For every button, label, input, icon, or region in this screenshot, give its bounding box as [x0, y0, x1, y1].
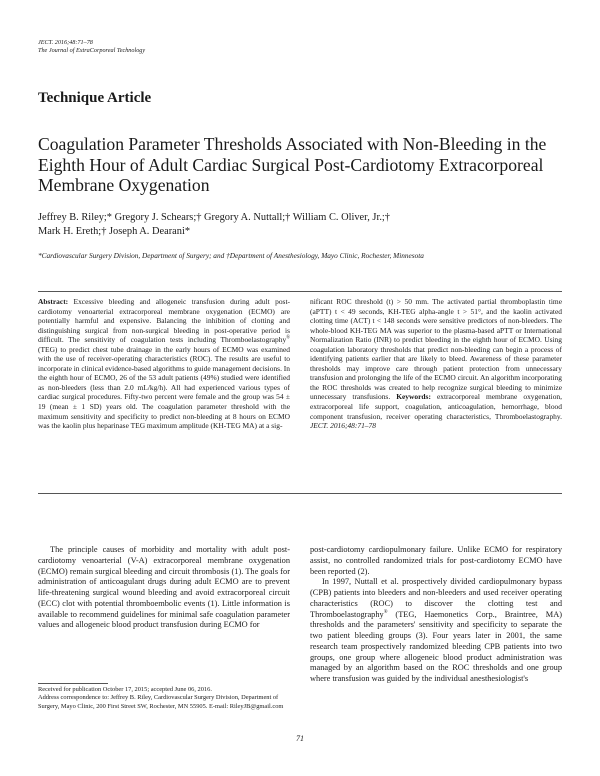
abstract-text-2: (TEG) to predict chest tube drainage in the early hours of ECMO was examined with the use of receiver-operating characteristics (ROC). The results are useful to incorporate in clinical evidence-based algorithms to guide management decisions. In the eighth hour of ECMO, 26 of the 53 adult patients (49%) studied were identified as non-bleeders (less than 2.0 mL/kg/h). All had experienced various types of cardiac surgical procedures. Fifty-two percent were female and the group was 54 ± 19 (mean ± 1 SD) years old. The coagulation parameter threshold with the maximum sensitivity and specificity to predict non-bleeding at 8 hours on ECMO was the kaolin plus heparinase TEG maximum amplitude (KH-TEG MA) at a sig-: [38, 344, 290, 431]
body-right-column: [310, 545, 562, 685]
abstract-bottom-rule: [38, 493, 562, 494]
abstract-top-rule: [38, 291, 562, 292]
article-title: Coagulation Parameter Thresholds Associated with Non-Bleeding in the Eighth Hour of Adult Cardiac Surgical Post-Cardiotomy Extracorporeal Membrane Oxygenation: [38, 134, 547, 195]
registered-mark: ®: [286, 335, 290, 341]
body-paragraph: The principle causes of morbidity and mortality with adult post-cardiotomy venoarterial (V-A) extracorporeal membrane oxygenation (ECMO) remain surgical bleeding and circuit thrombosis (1). The goals for administration of anticoagulant drugs during adult ECMO are to prevent life-threatening surgical wound bleeding and avoid extracorporeal circuit (ECC) clot with potential thromboembolic events (1). Little information is available to recommend guidelines for minimal safe coagulation parameter values and allogeneic blood product transfusion during ECMO for: [38, 545, 290, 630]
abstract-right-column: [310, 297, 562, 431]
journal-citation: JECT. 2016;48:71–78: [38, 39, 93, 46]
abstract-text-3: nificant ROC threshold (t) > 50 mm. The activated partial thromboplastin time (aPTT) t < 49 seconds, KH-TEG alpha-angle t > 51°, and the kaolin activated clotting time (ACT) t < 148 seconds were sensitive predictors of non-bleeders. The whole-blood KH-TEG MA was superior to the plasma-based aPTT or International Normalization Ratio (INR) to predict bleeding in the eighth hour of ECMO. Using coagulation laboratory thresholds that predict non-bleeding can begin a process of identifying patients earlier that are likely to bleed. Awareness of these parameter thresholds may improve care through patient protection from unnecessary transfusion and prolonging the life of the ECMO circuit. An algorithm incorporating the ROC thresholds was created to help recognize surgical bleeding to minimize unnecessary transfusions.: [310, 297, 562, 402]
affiliation: *Cardiovascular Surgery Division, Department of Surgery; and †Department of Anesthesiology, Mayo Clinic, Rochester, Minnesota: [38, 251, 424, 260]
correspondence: Address correspondence to: Jeffrey B. Riley, Cardiovascular Surgery Division, Department of Surgery, Mayo Clinic, 200 First Street SW, Rochester, MN 55905. E-mail: RileyJB@gmail.com: [38, 694, 284, 710]
footnote: [38, 686, 290, 711]
footnote-rule: [38, 683, 108, 684]
body-text-part-1: In 1997, Nuttall et al. prospectively divided cardiopulmonary bypass (CPB) patients into bleeders and non-bleeders and used receiver operating characteristics (ROC) to discover the clotting test and Thromboelastography: [310, 577, 562, 619]
abstract-citation: JECT. 2016;48:71–78: [310, 421, 376, 431]
page-number: 71: [296, 734, 304, 743]
registered-mark: ®: [383, 609, 388, 615]
journal-header: [38, 39, 145, 55]
body-paragraph: post-cardiotomy cardiopulmonary failure. Unlike ECMO for respiratory assist, no controlled randomized trials for post-cardiotomy ECMO have been reported (2).: [310, 545, 562, 576]
keywords-text: extracorporeal membrane oxygenation, extracorporeal life support, coagulation, anticoagulation, hemorrhage, blood component transfusion, receiver operating characteristics, Thromboelastography.: [310, 392, 562, 421]
author-line-2: Mark H. Ereth;† Joseph A. Dearani*: [38, 226, 191, 237]
author-list: [38, 211, 558, 239]
body-left-column: [38, 545, 290, 631]
section-label: Technique Article: [38, 90, 152, 106]
received-date: Received for publication October 17, 2015; accepted June 06, 2016.: [38, 686, 212, 693]
body-text-part-2: (TEG, Haemonetics Corp., Braintree, MA) thresholds and the parameters' sensitivity and specificity to separate the two patient bleeding groups (3). Four years later in 2001, the same research team prospectively randomized bleeding CPB patients into two groups, one group where allogeneic blood product administration was managed by an algorithm based on the ROC thresholds and one group where transfusion was guided by the individual anesthesiologist's: [310, 609, 562, 683]
abstract-left-column: [38, 297, 290, 431]
abstract-text-1: Excessive bleeding and allogeneic transfusion during adult post-cardiotomy venoarterial extracorporeal membrane oxygenation (ECMO) are potentially harmful and expensive. Balancing the inhibition of clotting and distinguishing surgical from non-surgical bleeding in post-operative period is difficult. The sensitivity of coagulation tests including Thromboelastography: [38, 297, 290, 345]
body-paragraph: [310, 577, 562, 685]
journal-name: The Journal of ExtraCorporeal Technology: [38, 47, 146, 54]
author-line-1: Jeffrey B. Riley;* Gregory J. Schears;† Gregory A. Nuttall;† William C. Oliver, Jr.;†: [38, 212, 391, 223]
keywords-label: Keywords:: [396, 392, 431, 402]
abstract-label: Abstract:: [38, 297, 69, 306]
